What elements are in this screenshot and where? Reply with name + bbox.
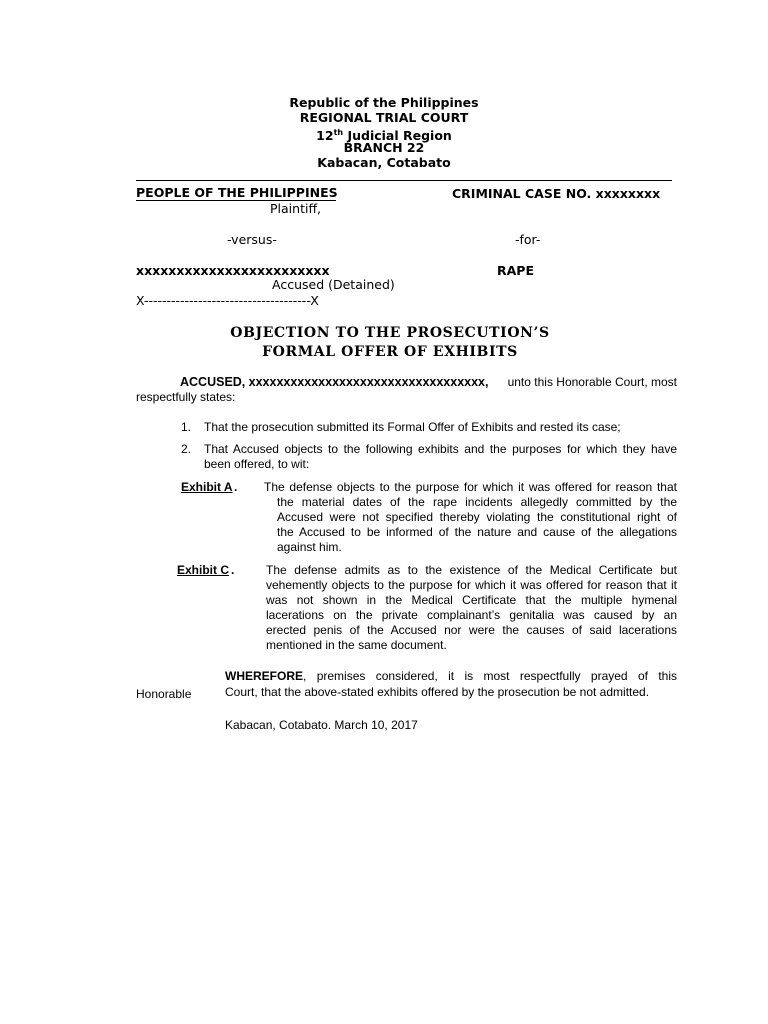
prayer-line2: Court, that the above-stated exhibits offered by the prosecution be not admitted.: [225, 685, 650, 699]
caption-closing-line: X-------------------------------------X: [136, 293, 319, 308]
exhibit-a-label: Exhibit A: [181, 480, 233, 494]
intro-accused-name: xxxxxxxxxxxxxxxxxxxxxxxxxxxxxxxxxx,: [248, 375, 489, 389]
intro-line2: respectfully states:: [136, 390, 236, 404]
header-location: Kabacan, Cotabato: [317, 155, 451, 170]
header-republic: Republic of the Philippines: [289, 95, 479, 110]
case-number-line: [452, 186, 660, 201]
exhibit-a-line1: The defense objects to the purpose for which it was offered for reason that: [264, 480, 677, 494]
item-2-text-line1: That Accused objects to the following exhibits and the purposes for which they have: [204, 442, 677, 456]
document-title-line1: OBJECTION TO THE PROSECUTION’S: [230, 325, 550, 341]
intro-text-tail: unto this Honorable Court, most: [507, 375, 677, 389]
exhibit-a-line2: the material dates of the rape incidents allegedly committed by the: [277, 495, 677, 509]
exhibit-c-label: Exhibit C: [177, 563, 230, 577]
document-title-line2: FORMAL OFFER OF EXHIBITS: [262, 344, 518, 360]
case-number-value: xxxxxxxx: [595, 186, 661, 201]
exhibit-c-label-period: .: [231, 563, 235, 577]
accused-role: Accused (Detained): [272, 277, 395, 292]
exhibit-c-line4: lacerations on the private complainant’s genitalia was caused by an: [266, 608, 677, 622]
item-1-number: 1.: [181, 420, 192, 434]
exhibit-a-label-period: .: [234, 480, 238, 494]
prayer-wherefore: WHEREFORE: [225, 669, 303, 683]
intro-line1: [180, 375, 677, 390]
header-region-suffix: th: [333, 128, 344, 137]
prayer-honorable: Honorable: [136, 687, 192, 701]
intro-accused-label: ACCUSED,: [180, 375, 246, 389]
header-court: REGIONAL TRIAL COURT: [299, 110, 469, 125]
header-region-rest: Judicial Region: [343, 128, 452, 144]
plaintiff-name: PEOPLE OF THE PHILIPPINES: [136, 185, 338, 200]
prayer-line1: [225, 669, 677, 684]
header-region-number: 12: [316, 128, 334, 144]
caption-top-rule: [136, 180, 672, 181]
dateline: Kabacan, Cotabato. March 10, 2017: [225, 718, 418, 732]
exhibit-c-line1: The defense admits as to the existence of the Medical Certificate but: [266, 563, 677, 577]
exhibit-c-line2: vehemently objects to the purpose for which it was offered for reason that it: [266, 578, 677, 592]
exhibit-c-line5: erected penis of the Accused nor were the causes of said lacerations: [266, 623, 677, 637]
exhibit-c-line6: mentioned in the same document.: [266, 638, 447, 652]
item-2-number: 2.: [181, 442, 192, 456]
case-number-label: CRIMINAL CASE NO.: [452, 186, 592, 201]
prayer-line1-rest: , premises considered, it is most respectfully prayed of this: [303, 669, 677, 683]
versus-label: -versus-: [227, 232, 277, 247]
exhibit-a-line4: the Accused to be informed of the nature and cause of the allegations: [277, 525, 677, 539]
accused-name: xxxxxxxxxxxxxxxxxxxxxxxx: [136, 263, 330, 278]
item-1-text: That the prosecution submitted its Formal Offer of Exhibits and rested its case;: [204, 420, 621, 434]
exhibit-a-line3: Accused were not specified thereby violating the constitutional right of: [277, 510, 677, 524]
exhibit-a-line5: against him.: [277, 540, 342, 554]
for-label: -for-: [515, 232, 541, 247]
header-branch: BRANCH 22: [343, 140, 425, 155]
offense: RAPE: [497, 263, 534, 278]
plaintiff-role: Plaintiff,: [270, 201, 322, 216]
item-2-text-line2: been offered, to wit:: [204, 457, 310, 471]
exhibit-c-line3: was not shown in the Medical Certificate that the multiple hymenal: [266, 593, 677, 607]
